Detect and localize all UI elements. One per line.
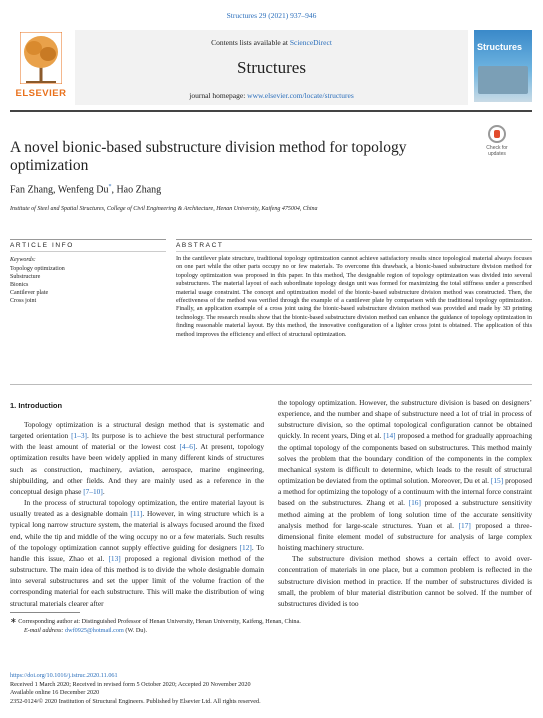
corresponding-text: Corresponding author at: Distinguished Professor of Henan University, Henan University, Kaifeng, Henan, China. (18, 618, 301, 625)
keyword: Topology optimization (10, 266, 65, 272)
article-title: A novel bionic-based substructure division method for topology optimization (10, 139, 407, 174)
email-line (10, 627, 532, 636)
footnote (10, 617, 532, 635)
citation-link[interactable]: [14] (383, 431, 396, 441)
corresponding-note (10, 617, 532, 627)
body-text: . Its purpose is to achieve the best structural performance with the least amount of material or the lowest cost (10, 431, 264, 452)
citation-link[interactable]: [1–3] (71, 431, 88, 441)
elsevier-logo[interactable] (10, 30, 70, 102)
email-link[interactable]: dwf0925@hotmail.com (65, 626, 124, 634)
body-text: proposed a three-dimensional finite element model of substructure for analysis of large complex hoisting machinery structure. (278, 520, 533, 553)
keyword: Cross joint (10, 298, 37, 304)
body-paragraph (10, 497, 264, 609)
body-right-column (278, 397, 532, 609)
journal-cover-thumbnail[interactable] (474, 30, 532, 102)
abstract-subrule (176, 251, 532, 252)
citation-header[interactable]: Structures 29 (2021) 937–946 (226, 11, 317, 20)
keyword: Substructure (10, 274, 41, 280)
body-text: the topology optimization. However, the substructure division is based on designers’ experience, and the number and shape of substructure need a lot of trial in process of substructure division, so the optimal topological configuration cannot be obtained quickly. In recent years, Ding et al. (278, 398, 532, 441)
body-paragraph (10, 419, 264, 497)
asterisk-icon: ∗ (10, 616, 17, 625)
header-divider (10, 110, 532, 112)
footnote-rule (10, 612, 80, 613)
journal-homepage-link[interactable]: www.elsevier.com/locate/structures (247, 91, 354, 100)
journal-name: Structures (237, 58, 306, 77)
body-paragraph (278, 553, 532, 609)
abstract-heading: ABSTRACT (176, 242, 224, 249)
citation-link[interactable]: [12] (239, 542, 252, 552)
homepage-line (75, 91, 468, 100)
author-name[interactable]: Fan Zhang (10, 184, 54, 196)
abstract-text: In the cantilever plate structure, traditional topology optimization cannot achieve satisfactory results since topological material always focuses on one part while the other parts occupy no or few materials. To overcome this drawback, a bionic-based substructure division method for topology optimization was proposed in this paper. In this method, The designable region of topology optimization was divided into several substructures. The material layout of each subordinate topology design unit was formed for maximizing the total stiffness under a prescribed material usage constraint. The concept and optimization model of the bionic-based substructure division method was constructed. Then, the effectiveness of the method was verified through the example of a cantilever plate by comparison with the traditional topology optimization. Finally, an application example of a cross joint using the bionic-based substructure division method was provided and made by 3D printing technology. The research results show that the bionic-based substructure division method can enhance the guidance of topology optimization in finding reasonable material layout. By this method, the innovative configuration of a lighter cross joint is obtained. The application of this method improves the efficiency and effect of structural optimization. (176, 255, 532, 338)
body-text: . However, in wing structure which is a typical long narrow structure system, the material is always focused around the fixed end, while the tip and middle of the wing occupy no or a few materials. Such results of the topology optimization cannot supply effective guiding for designers (10, 509, 265, 552)
copyright-line: 2352-0124/© 2020 Institution of Structural Engineers. Published by Elsevier Ltd. All rights reserved. (10, 697, 261, 705)
contents-line (75, 38, 468, 47)
doi-link[interactable]: https://doi.org/10.1016/j.istruc.2020.11.061 (10, 672, 118, 679)
body-left-column (10, 419, 264, 609)
available-online: Available online 16 December 2020 (10, 689, 100, 696)
article-info-rule (10, 239, 166, 240)
received-dates: Received 1 March 2020; Received in revised form 5 October 2020; Accepted 20 November 2020 (10, 680, 251, 688)
body-text: proposed a substructure sensitivity method aiming at the problem of long solution time of the accurate sensitivity analysis method for large-scale structures. Yuan et al. (278, 498, 532, 530)
keyword: Cantilever plate (10, 290, 49, 296)
abstract-rule (176, 239, 532, 240)
body-text: The substructure division method shows a certain effect to avoid over-concentration of materials in one place, but a common problem is reflected in the substructure division method in practice. If the number of substructures divided is small, the problem of blur material distribution cannot be solved. If the number of substructures divided is too (278, 554, 532, 608)
cover-title: Structures (477, 42, 523, 52)
citation-link[interactable]: [15] (490, 476, 504, 486)
check-updates-label: Check for updates (486, 145, 508, 157)
author-separator: , (111, 184, 117, 196)
email-label: E-mail address: (24, 626, 66, 634)
keywords-label: Keywords: (10, 257, 36, 263)
author-name[interactable]: Hao Zhang (116, 184, 162, 196)
citation-link[interactable]: [17] (458, 520, 471, 530)
publisher-wordmark: ELSEVIER (15, 88, 67, 99)
check-updates-icon (488, 125, 506, 143)
citation-link[interactable]: [4–6] (179, 442, 196, 452)
email-suffix: (W. Du). (123, 626, 147, 634)
abstract-bottom-rule (10, 384, 532, 385)
body-text: . To handle this issue, Zhao et al. (10, 542, 264, 563)
elsevier-tree-logo-icon (20, 32, 62, 84)
citation-link[interactable]: [7–10] (83, 486, 103, 496)
body-text: proposed a method for gradually approaching the optimal topology of the components based on substructures. This method mainly solves the problem that the boundary condition of the components in the complex mechanical system is difficult to determine, which leads to the result of structural optimization be deviated from the optimal solution. Moreover, Du et al. (278, 431, 532, 486)
body-text: In the process of structural topology optimization, the entire material layout is usually treated as a designable domain (10, 498, 264, 519)
corresponding-author-mark[interactable]: * (108, 184, 112, 190)
body-text: Topology optimization is a structural design method that is systematic and targeted orientation (10, 420, 264, 441)
author-list (10, 184, 161, 195)
body-text: . At present, topology optimization results have been widely applied in many different kinds of structures such as construction, machinery, aviation, aerospace, marine engineering, shipbuilding, and other fields. And they are mainly used as a reference in the conceptual design phase (10, 442, 265, 496)
body-text: proposed a regional division method of the substructure. The main idea of this method is to divide the whole designable domain into several substructures and set the upper limit of the volume fraction of the corresponding material for each substructure. This will make the distribution of wing structural materials clearer after (10, 553, 265, 608)
cover-image (478, 66, 528, 94)
check-for-updates-badge[interactable] (478, 125, 516, 161)
body-text: . (102, 486, 105, 496)
homepage-prefix: journal homepage: (189, 91, 248, 100)
body-text: proposed a method for optimizing the topology of a continuum with the internal force constraint based on the substructures. Zhang et al. (278, 476, 532, 508)
journal-masthead (75, 30, 468, 105)
publication-info (10, 672, 261, 706)
author-name[interactable]: Wenfeng Du (57, 184, 109, 196)
keywords-list (10, 265, 65, 305)
article-info-subrule (10, 251, 166, 252)
affiliation: Institute of Steel and Spatial Structures, College of Civil Engineering & Architecture, Henan University, Kaifeng 475004, China (10, 206, 318, 212)
sciencedirect-link[interactable]: ScienceDirect (289, 38, 332, 47)
citation-link[interactable]: [16] (408, 498, 421, 508)
keyword: Bionics (10, 282, 29, 288)
contents-prefix: Contents lists available at (211, 38, 290, 47)
citation-link[interactable]: [13] (108, 553, 121, 563)
article-info-heading: ARTICLE INFO (10, 242, 74, 249)
citation-link[interactable]: [11] (130, 509, 143, 519)
body-paragraph (278, 397, 532, 553)
author-separator: , (53, 184, 58, 196)
section-heading: 1. Introduction (10, 401, 63, 410)
